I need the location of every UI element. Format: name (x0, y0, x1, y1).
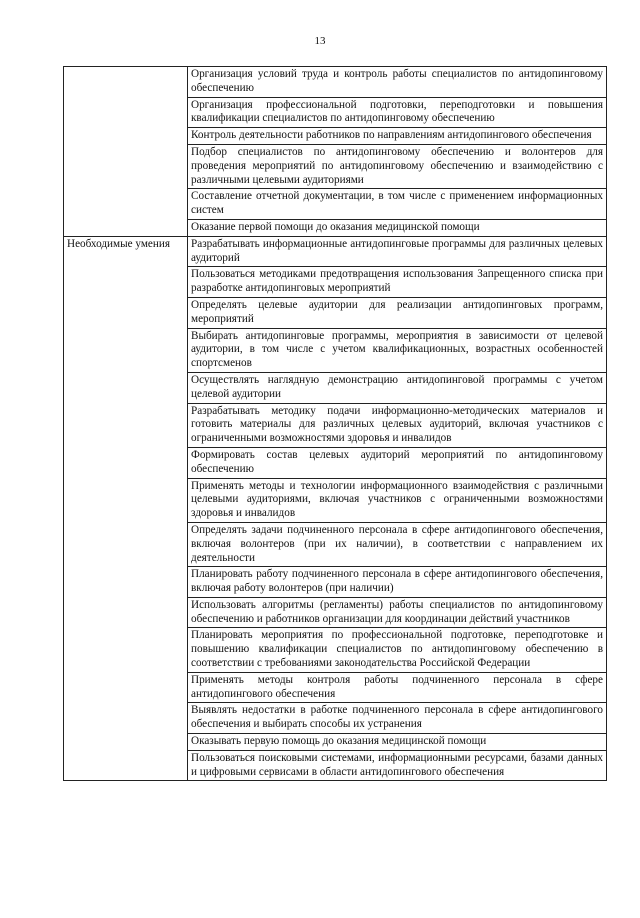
item-text: Выбирать антидопинговые программы, мероприятия в зависимости от целевой аудитории, в том числе с учетом квалификационных, возрастных особенностей спортсменов (188, 328, 607, 372)
item-text: Разрабатывать методику подачи информационно-методических материалов и готовить материалы для различных целевых аудиторий, включая участников с ограниченными возможностями здоровья и инвалидов (188, 403, 607, 447)
item-text: Пользоваться поисковыми системами, информационными ресурсами, базами данных и цифровыми сервисами в области антидопингового обеспечения (188, 750, 607, 781)
item-text: Подбор специалистов по антидопинговому обеспечению и волонтеров для проведения мероприятий по антидопинговому обеспечению и взаимодействию с различными целевыми аудиториями (188, 144, 607, 188)
item-text: Определять целевые аудитории для реализации антидопинговых программ, мероприятий (188, 297, 607, 328)
item-text: Формировать состав целевых аудиторий мероприятий по антидопинговому обеспечению (188, 447, 607, 478)
section-label (64, 67, 188, 237)
item-text: Пользоваться методиками предотвращения использования Запрещенного списка при разработке антидопинговых мероприятий (188, 267, 607, 298)
competency-table (63, 66, 607, 781)
item-text: Организация условий труда и контроль работы специалистов по антидопинговому обеспечению (188, 67, 607, 98)
item-text: Планировать мероприятия по профессиональной подготовке, переподготовке и повышению квалификации специалистов по антидопинговому обеспечению в соответствии с требованиями законодательства Российской Федерации (188, 628, 607, 672)
item-text: Применять методы и технологии информационного взаимодействия с различными целевыми аудиториями, включая участников с ограниченными возможностями здоровья и инвалидов (188, 478, 607, 522)
item-text: Организация профессиональной подготовки, переподготовки и повышения квалификации специалистов по антидопинговому обеспечению (188, 97, 607, 128)
item-text: Планировать работу подчиненного персонала в сфере антидопингового обеспечения, включая работу волонтеров (при наличии) (188, 567, 607, 598)
section-label: Необходимые умения (64, 236, 188, 781)
item-text: Оказывать первую помощь до оказания медицинской помощи (188, 734, 607, 751)
item-text: Определять задачи подчиненного персонала в сфере антидопингового обеспечения, включая волонтеров (при их наличии), в соответствии с направлением их деятельности (188, 522, 607, 566)
item-text: Разрабатывать информационные антидопинговые программы для различных целевых аудиторий (188, 236, 607, 267)
item-text: Составление отчетной документации, в том числе с применением информационных систем (188, 189, 607, 220)
item-text: Оказание первой помощи до оказания медицинской помощи (188, 219, 607, 236)
item-text: Осуществлять наглядную демонстрацию антидопинговой программы с учетом целевой аудитории (188, 372, 607, 403)
item-text: Выявлять недостатки в работке подчиненного персонала в сфере антидопингового обеспечения и выбирать способы их устранения (188, 703, 607, 734)
item-text: Применять методы контроля работы подчиненного персонала в сфере антидопингового обеспечения (188, 672, 607, 703)
item-text: Использовать алгоритмы (регламенты) работы специалистов по антидопинговому обеспечению и работников организации для координации действий участников (188, 597, 607, 628)
table-row (64, 67, 607, 98)
item-text: Контроль деятельности работников по направлениям антидопингового обеспечения (188, 128, 607, 145)
table-row (64, 236, 607, 267)
page-number: 13 (314, 35, 326, 47)
table-body (64, 67, 607, 781)
